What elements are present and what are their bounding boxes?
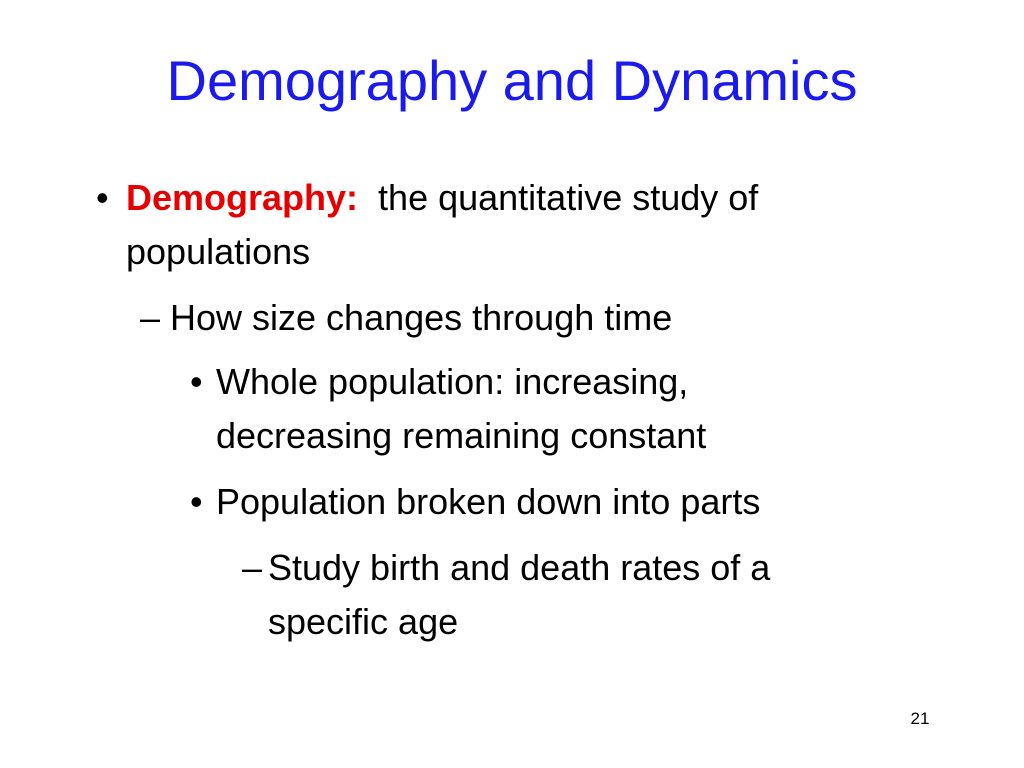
definition-text: the quantitative study of	[378, 177, 759, 218]
dash-icon: –	[242, 547, 263, 588]
birth-death-rates-line-1: Study birth and death rates of a	[268, 547, 771, 588]
dash-icon: –	[140, 297, 161, 338]
birth-death-rates-line-2: specific age	[268, 601, 459, 642]
page-number: 21	[910, 709, 930, 728]
bullet-icon: •	[96, 177, 109, 218]
slide-title: Demography and Dynamics	[166, 49, 858, 112]
whole-population-line-1: Whole population: increasing,	[216, 361, 689, 402]
bullet-icon: •	[190, 481, 203, 522]
bullet-icon: •	[190, 361, 203, 402]
term-demography: Demography:	[126, 177, 359, 218]
population-parts-item: Population broken down into parts	[216, 481, 761, 522]
demography-line-2: populations	[126, 231, 311, 272]
whole-population-line-2: decreasing remaining constant	[216, 415, 707, 456]
sub-item-size-changes: How size changes through time	[170, 297, 673, 338]
demography-line-1	[126, 174, 758, 222]
